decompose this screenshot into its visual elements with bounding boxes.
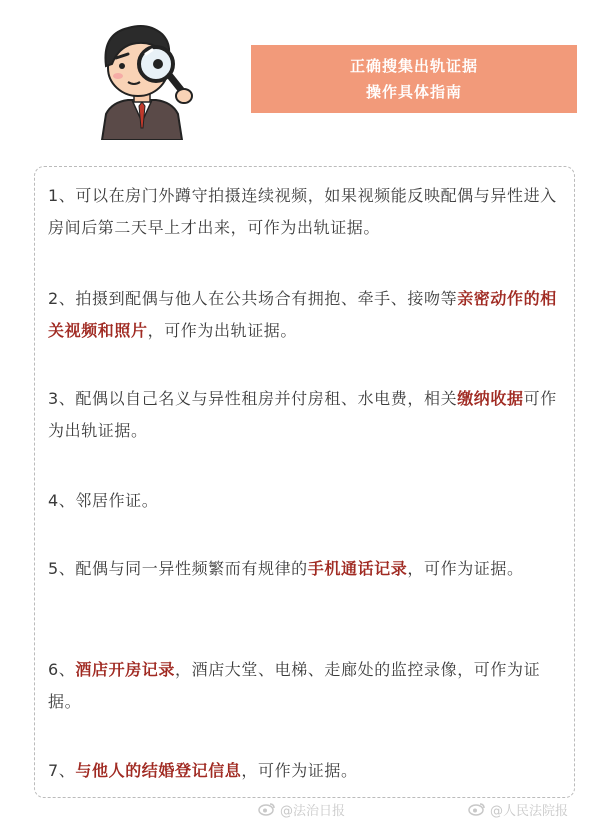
- guide-title-banner: [251, 45, 577, 113]
- evidence-item-3: [48, 383, 568, 447]
- watermark-right: [468, 797, 568, 821]
- item-highlight: 酒店开房记录: [75, 660, 175, 679]
- item-text: 6、: [48, 660, 76, 679]
- item-text: 4、邻居作证。: [48, 491, 159, 510]
- item-text: 5、配偶与同一异性频繁而有规律的: [48, 559, 308, 578]
- item-text: 2、拍摄到配偶与他人在公共场合有拥抱、牵手、接吻等: [48, 289, 458, 308]
- item-text-suffix: ，可作为出轨证据。: [147, 321, 298, 340]
- watermark-right-text: @人民法院报: [490, 803, 569, 819]
- evidence-item-6: [48, 654, 568, 718]
- evidence-item-1: [48, 180, 568, 244]
- banner-title-line-2: 操作具体指南: [365, 83, 462, 101]
- item-text-suffix: ，可作为证据。: [407, 559, 524, 578]
- item-text-suffix: ，可作为证据。: [241, 761, 358, 780]
- item-highlight: 亲密动作的相关视频和照片: [48, 289, 557, 340]
- item-text-suffix: 可作为出轨证据。: [48, 389, 557, 440]
- evidence-item-5: [48, 553, 568, 585]
- watermark-left: [258, 797, 345, 821]
- item-text: 1、可以在房门外蹲守拍摄连续视频，如果视频能反映配偶与异性进入房间后第二天早上才出来，可作为出轨证据。: [48, 186, 557, 237]
- weibo-icon: [468, 802, 486, 816]
- item-highlight: 与他人的结婚登记信息: [75, 761, 242, 780]
- item-highlight: 缴纳收据: [457, 389, 524, 408]
- weibo-icon: [258, 802, 276, 816]
- evidence-item-7: [48, 755, 568, 787]
- banner-title-line-1: 正确搜集出轨证据: [349, 57, 478, 75]
- item-text: 3、配偶以自己名义与异性租房并付房租、水电费，相关: [48, 389, 458, 408]
- item-text-suffix: ，酒店大堂、电梯、走廊处的监控录像，可作为证据。: [48, 660, 541, 711]
- detective-avatar-illustration: [88, 10, 196, 140]
- evidence-item-2: [48, 283, 568, 347]
- watermark-left-text: @法治日报: [280, 803, 346, 819]
- item-highlight: 手机通话记录: [307, 559, 408, 578]
- item-text: 7、: [48, 761, 76, 780]
- evidence-item-4: [48, 485, 568, 517]
